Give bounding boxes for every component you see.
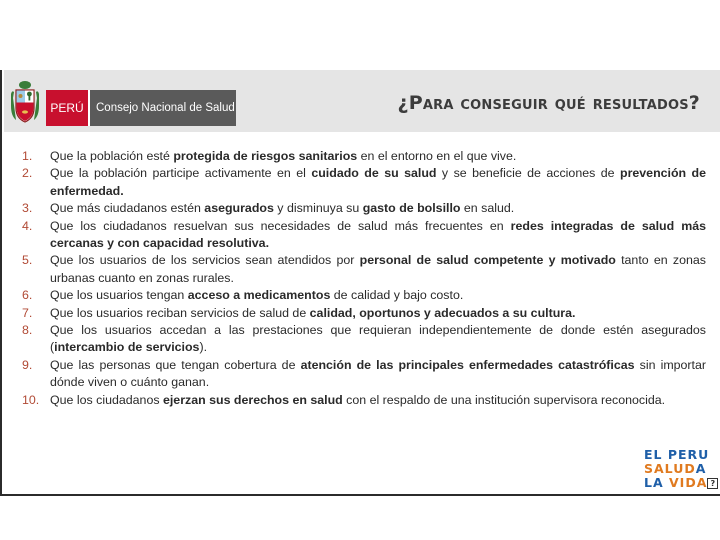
result-text-segment: Que los ciudadanos	[50, 392, 163, 407]
result-text-segment: Que la población participe activamente en el	[50, 166, 312, 181]
result-highlight: personal de salud competente y motivado	[359, 253, 616, 268]
result-highlight: protegida de riesgos sanitarios	[173, 149, 358, 163]
result-item	[22, 392, 706, 409]
header-bar	[4, 70, 720, 132]
result-item	[22, 357, 706, 392]
result-text-segment: de calidad y bajo costo.	[330, 288, 464, 303]
result-text-segment: Que la población esté	[50, 149, 174, 163]
result-number: 9.	[22, 357, 33, 372]
results-list	[22, 148, 706, 409]
result-text	[50, 218, 706, 253]
result-highlight: asegurados	[204, 201, 274, 216]
brand-line-2-main: SALUD	[644, 461, 696, 476]
result-number: 1.	[22, 149, 33, 163]
result-highlight: redes integradas de salud más cercanas y con capacidad resolutiva.	[50, 218, 706, 251]
result-text	[50, 322, 706, 357]
logo-peru-label: PERÚ	[46, 90, 90, 126]
result-text-segment: Que más ciudadanos estén	[50, 201, 205, 216]
result-highlight: acceso a medicamentos	[187, 288, 331, 303]
brand-line-2	[644, 462, 718, 476]
result-text-segment: Que los usuarios tengan	[50, 288, 188, 303]
brand-slogan	[644, 448, 718, 490]
result-item	[22, 252, 706, 287]
result-text-segment: y disminuya su	[273, 201, 363, 216]
result-text	[50, 392, 706, 409]
result-number: 5.	[22, 253, 33, 268]
result-highlight: intercambio de servicios	[54, 340, 200, 355]
result-highlight: gasto de bolsillo	[362, 201, 461, 216]
result-highlight: atención de las principales enfermedades catastróficas	[300, 357, 635, 372]
brand-line-3-main: LA	[644, 475, 669, 490]
result-number: 6.	[22, 288, 33, 303]
brand-symbol-icon: ?	[707, 478, 718, 489]
result-text-segment: Que los ciudadanos resuelvan sus necesidades de salud más frecuentes en	[50, 218, 511, 233]
result-text-segment: sin importar dónde viven o cuánto ganan.	[50, 357, 707, 390]
result-text-segment: con el respaldo de una institución supervisora reconocida.	[342, 392, 666, 407]
result-text-segment: en salud.	[460, 201, 515, 216]
result-highlight: cuidado de su salud	[311, 166, 437, 181]
result-text	[50, 148, 706, 165]
brand-line-1: EL PERU	[644, 447, 710, 462]
coat-of-arms-icon	[8, 76, 42, 126]
result-text-segment: Que los usuarios de los servicios sean atendidos por	[50, 253, 360, 268]
logo-council-label: Consejo Nacional de Salud	[90, 90, 236, 126]
page-title: ¿Para conseguir qué resultados?	[397, 92, 700, 114]
government-logo	[46, 90, 236, 126]
result-highlight: ejerzan sus derechos en salud	[162, 392, 343, 407]
result-number: 7.	[22, 305, 33, 320]
result-text	[50, 357, 706, 392]
result-highlight: calidad, oportunos y adecuados a su cultura.	[309, 305, 576, 320]
result-text-segment: Que los usuarios reciban servicios de salud de	[50, 305, 310, 320]
result-item	[22, 287, 706, 304]
result-text	[50, 287, 706, 304]
result-item	[22, 165, 706, 200]
result-text	[50, 200, 706, 217]
result-number: 8.	[22, 323, 33, 338]
result-text-segment: en el entorno en el que vive.	[357, 149, 517, 163]
result-item	[22, 200, 706, 217]
result-item	[22, 305, 706, 322]
result-item	[22, 322, 706, 357]
result-highlight: prevención de enfermedad.	[50, 166, 707, 198]
result-text-segment: ).	[199, 340, 208, 355]
result-text	[50, 252, 706, 287]
result-number: 3.	[22, 201, 33, 216]
brand-line-3-accent: VIDA	[669, 475, 708, 490]
brand-line-3	[644, 476, 718, 490]
result-text	[50, 165, 706, 200]
result-text-segment: y se beneficie de acciones de	[436, 166, 620, 181]
slide	[0, 70, 720, 496]
result-text-segment: tanto en zonas urbanas cuanto en zonas rurales.	[50, 253, 706, 285]
result-number: 4.	[22, 218, 33, 233]
brand-line-2-accent: A	[695, 461, 707, 476]
result-number: 2.	[22, 166, 33, 181]
result-text-segment: Que las personas que tengan cobertura de	[50, 357, 301, 372]
result-text-segment: Que los usuarios accedan a las prestaciones que requieran independientemente de donde estén asegurados (	[50, 323, 706, 355]
result-item	[22, 148, 706, 165]
result-text	[50, 305, 706, 322]
result-item	[22, 218, 706, 253]
result-number: 10.	[22, 392, 40, 407]
